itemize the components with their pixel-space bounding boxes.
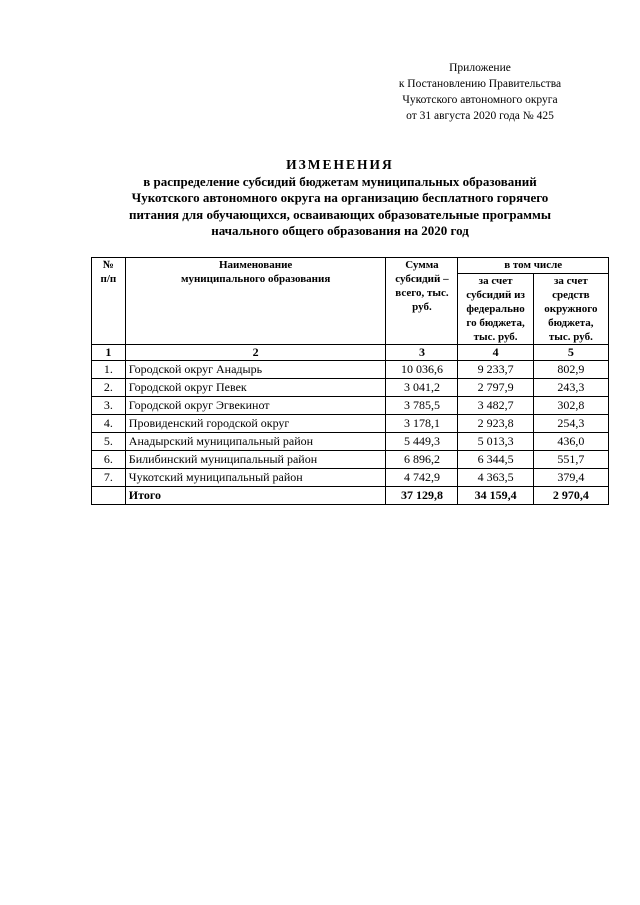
- federal-cell: 4 363,5: [458, 469, 533, 487]
- okrug-cell: 551,7: [533, 451, 608, 469]
- table-row: [92, 451, 609, 469]
- appendix-line: к Постановлению Правительства: [398, 78, 562, 90]
- okrug-cell: 302,8: [533, 397, 608, 415]
- sum-cell: 10 036,6: [386, 361, 458, 379]
- column-number: 4: [458, 345, 533, 361]
- okrug-cell: 436,0: [533, 433, 608, 451]
- subsidy-table: [91, 257, 609, 505]
- okrug-cell: 243,3: [533, 379, 608, 397]
- row-number: 3.: [92, 397, 126, 415]
- row-number: 4.: [92, 415, 126, 433]
- okrug-cell: 802,9: [533, 361, 608, 379]
- table-row: [92, 379, 609, 397]
- header-number: № п/п: [92, 258, 126, 345]
- okrug-cell: 254,3: [533, 415, 608, 433]
- municipality-name: Чукотский муниципальный район: [125, 469, 386, 487]
- municipality-name: Городской округ Эгвекинот: [125, 397, 386, 415]
- total-okrug: 2 970,4: [533, 487, 608, 505]
- total-label: Итого: [125, 487, 386, 505]
- total-sum: 37 129,8: [386, 487, 458, 505]
- total-row: [92, 487, 609, 505]
- table-row: [92, 397, 609, 415]
- column-number: 1: [92, 345, 126, 361]
- sum-cell: 3 041,2: [386, 379, 458, 397]
- appendix-line: Приложение: [449, 62, 511, 74]
- sum-cell: 5 449,3: [386, 433, 458, 451]
- municipality-name: Городской округ Анадырь: [125, 361, 386, 379]
- appendix-line: Чукотского автономного округа: [402, 94, 558, 106]
- table-row: [92, 415, 609, 433]
- header-total-subsidy: Сумма субсидий – всего, тыс. руб.: [386, 258, 458, 345]
- municipality-name: Билибинский муниципальный район: [125, 451, 386, 469]
- header-federal: за счет субсидий из федерально го бюджета, тыс. руб.: [458, 274, 533, 345]
- title-line: начального общего образования на 2020 год: [211, 223, 469, 238]
- row-number: 1.: [92, 361, 126, 379]
- document-title: [80, 157, 600, 240]
- federal-cell: 6 344,5: [458, 451, 533, 469]
- column-number: 5: [533, 345, 608, 361]
- total-number-cell: [92, 487, 126, 505]
- row-number: 6.: [92, 451, 126, 469]
- municipality-name: Анадырский муниципальный район: [125, 433, 386, 451]
- title-heading: ИЗМЕНЕНИЯ: [286, 157, 394, 172]
- title-line: в распределение субсидий бюджетам муниципальных образований: [143, 173, 537, 189]
- municipality-name: Городской округ Певек: [125, 379, 386, 397]
- column-number-row: [92, 345, 609, 361]
- column-number: 2: [125, 345, 386, 361]
- row-number: 2.: [92, 379, 126, 397]
- federal-cell: 9 233,7: [458, 361, 533, 379]
- okrug-cell: 379,4: [533, 469, 608, 487]
- appendix-block: [360, 60, 600, 124]
- federal-cell: 5 013,3: [458, 433, 533, 451]
- total-federal: 34 159,4: [458, 487, 533, 505]
- header-including: в том числе: [458, 258, 609, 274]
- title-line: питания для обучающихся, осваивающих образовательные программы: [129, 206, 551, 222]
- sum-cell: 3 178,1: [386, 415, 458, 433]
- column-number: 3: [386, 345, 458, 361]
- table-row: [92, 361, 609, 379]
- row-number: 7.: [92, 469, 126, 487]
- sum-cell: 3 785,5: [386, 397, 458, 415]
- sum-cell: 4 742,9: [386, 469, 458, 487]
- header-municipality: Наименование муниципального образования: [125, 258, 386, 345]
- table-row: [92, 433, 609, 451]
- table-row: [92, 469, 609, 487]
- appendix-date-line: от 31 августа 2020 года № 425: [406, 110, 554, 122]
- federal-cell: 2 797,9: [458, 379, 533, 397]
- sum-cell: 6 896,2: [386, 451, 458, 469]
- municipality-name: Провиденский городской округ: [125, 415, 386, 433]
- header-okrug: за счет средств окружного бюджета, тыс. руб.: [533, 274, 608, 345]
- federal-cell: 2 923,8: [458, 415, 533, 433]
- title-line: Чукотского автономного округа на организацию бесплатного горячего: [131, 190, 549, 205]
- federal-cell: 3 482,7: [458, 397, 533, 415]
- row-number: 5.: [92, 433, 126, 451]
